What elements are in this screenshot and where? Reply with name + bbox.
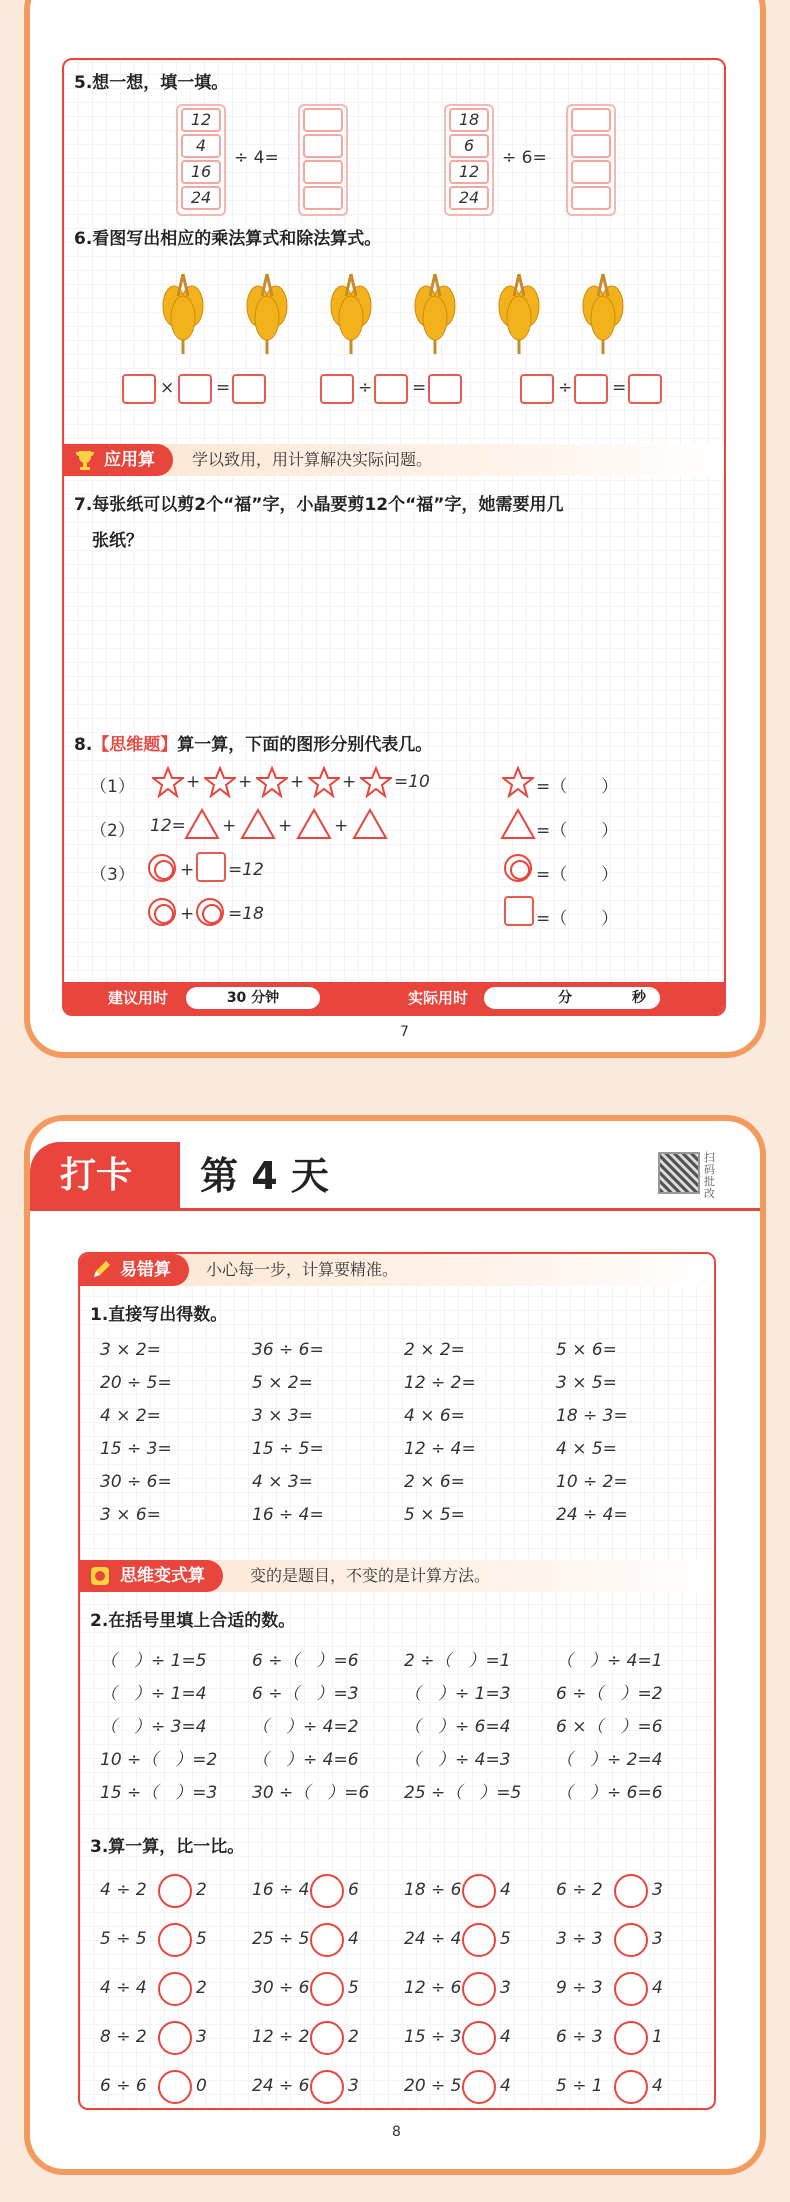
q5-number: 5. <box>74 73 93 93</box>
corn-icon <box>484 266 554 356</box>
q3-right-value: 4 <box>500 2027 511 2047</box>
q2-fill-blank[interactable]: 25 ÷（ ）=5 <box>404 1783 522 1803</box>
q8-triangle-answer[interactable]: =（ ） <box>536 821 619 841</box>
compare-circle-input[interactable] <box>462 2021 496 2055</box>
q3-right-value: 3 <box>652 1880 663 1900</box>
q8-plus: + <box>238 772 253 792</box>
compare-circle-input[interactable] <box>310 2070 344 2104</box>
q3-title <box>90 1832 244 1857</box>
q1-expression[interactable]: 10 ÷ 2= <box>556 1472 628 1492</box>
q2-text: 在括号里填上合适的数。 <box>108 1611 296 1631</box>
compare-circle-input[interactable] <box>614 1923 648 1957</box>
q3-right-value: 2 <box>196 1978 207 1998</box>
q8-text: 算一算，下面的图形分别代表几。 <box>177 735 433 755</box>
time-bar <box>64 982 724 1014</box>
q2-fill-blank[interactable]: （ ）÷ 2=4 <box>556 1750 663 1770</box>
q8-plus: + <box>186 772 201 792</box>
q5-left-answer-box[interactable] <box>303 108 343 132</box>
q2-fill-blank[interactable]: （ ）÷ 6=6 <box>556 1783 663 1803</box>
q3-left-expression: 15 ÷ 3 <box>404 2027 462 2047</box>
q6-mult-box-b[interactable] <box>178 374 212 404</box>
q8-star-answer[interactable]: =（ ） <box>536 777 619 797</box>
q3-right-value: 5 <box>348 1978 359 1998</box>
q1-expression[interactable]: 5 × 6= <box>556 1340 617 1360</box>
qr-code-icon[interactable] <box>658 1152 700 1194</box>
suggest-time-value: 30 分钟 <box>186 987 320 1009</box>
q3-right-value: 4 <box>500 1880 511 1900</box>
q6-divide-sign: ÷ <box>358 378 373 398</box>
q3-right-value: 5 <box>500 1929 511 1949</box>
q3-left-expression: 9 ÷ 3 <box>556 1978 603 1998</box>
q1-expression[interactable]: 15 ÷ 5= <box>252 1439 324 1459</box>
q6-div2-box-b[interactable] <box>574 374 608 404</box>
q2-fill-blank[interactable]: 10 ÷（ ）=2 <box>100 1750 218 1770</box>
q3-right-value: 4 <box>348 1929 359 1949</box>
q8-square-answer[interactable]: =（ ） <box>536 909 619 929</box>
q2-fill-blank[interactable]: （ ）÷ 4=3 <box>404 1750 511 1770</box>
day-header <box>30 1142 760 1210</box>
q2-fill-blank[interactable]: 30 ÷（ ）=6 <box>252 1783 370 1803</box>
compare-circle-input[interactable] <box>614 1972 648 2006</box>
double-circle-icon <box>196 898 224 926</box>
q7-number: 7. <box>74 495 93 515</box>
q2-fill-blank[interactable]: （ ）÷ 1=4 <box>100 1684 207 1704</box>
q2-fill-blank[interactable]: 15 ÷（ ）=3 <box>100 1783 218 1803</box>
q6-div1-result-box[interactable] <box>428 374 462 404</box>
q3-right-value: 3 <box>652 1929 663 1949</box>
star-icon <box>152 766 184 798</box>
q8-title <box>74 730 432 755</box>
q5-left-number: 4 <box>181 134 221 158</box>
q5-right-answer-box[interactable] <box>571 134 611 158</box>
q3-left-expression: 3 ÷ 3 <box>556 1929 603 1949</box>
compare-circle-input[interactable] <box>462 1923 496 1957</box>
q6-div2-box-a[interactable] <box>520 374 554 404</box>
compare-circle-input[interactable] <box>614 1874 648 1908</box>
q2-fill-blank[interactable]: 6 ÷（ ）=2 <box>556 1684 663 1704</box>
q2-fill-blank[interactable]: （ ）÷ 6=4 <box>404 1717 511 1737</box>
q1-expression[interactable]: 2 × 6= <box>404 1472 465 1492</box>
compare-circle-input[interactable] <box>158 1874 192 1908</box>
compare-circle-input[interactable] <box>614 2021 648 2055</box>
q1-expression[interactable]: 12 ÷ 2= <box>404 1373 476 1393</box>
q5-left-operator: ÷ 4= <box>234 148 279 168</box>
compare-circle-input[interactable] <box>310 1874 344 1908</box>
minute-unit: 分 <box>558 990 572 1006</box>
q5-right-answer-box[interactable] <box>571 108 611 132</box>
header-divider <box>30 1208 760 1211</box>
actual-time-input[interactable] <box>484 987 660 1009</box>
compare-circle-input[interactable] <box>158 2070 192 2104</box>
compare-circle-input[interactable] <box>310 1923 344 1957</box>
q3-right-value: 4 <box>652 1978 663 1998</box>
star-icon <box>204 766 236 798</box>
q1-expression[interactable]: 24 ÷ 4= <box>556 1505 628 1525</box>
triangle-icon <box>240 808 276 840</box>
square-icon <box>196 852 226 882</box>
compare-circle-input[interactable] <box>462 1972 496 2006</box>
q6-equals-sign: = <box>612 378 627 398</box>
q1-expression[interactable]: 3 × 5= <box>556 1373 617 1393</box>
q5-left-answer-box[interactable] <box>303 134 343 158</box>
q8-row2-label: （2） <box>90 821 135 841</box>
section-subtitle-error: 小心每一步，计算要精准。 <box>206 1260 399 1279</box>
q5-left-answer-box[interactable] <box>303 160 343 184</box>
q2-fill-blank[interactable]: （ ）÷ 1=3 <box>404 1684 511 1704</box>
q2-fill-blank[interactable]: （ ）÷ 4=2 <box>252 1717 359 1737</box>
q2-fill-blank[interactable]: 6 ÷（ ）=3 <box>252 1684 359 1704</box>
q1-expression[interactable]: 18 ÷ 3= <box>556 1406 628 1426</box>
suggest-time-label: 建议用时 <box>108 989 169 1007</box>
double-circle-icon <box>148 854 176 882</box>
q2-fill-blank[interactable]: （ ）÷ 1=5 <box>100 1651 207 1671</box>
second-unit: 秒 <box>632 990 646 1006</box>
q5-left-number: 12 <box>181 108 221 132</box>
double-circle-icon <box>504 854 532 882</box>
q3-text: 算一算，比一比。 <box>108 1837 245 1857</box>
corn-icon <box>400 266 470 356</box>
q8-plus: + <box>222 816 237 836</box>
q2-fill-blank[interactable]: （ ）÷ 4=6 <box>252 1750 359 1770</box>
q6-number: 6. <box>74 229 93 249</box>
triangle-icon <box>296 808 332 840</box>
q1-expression[interactable]: 5 × 5= <box>404 1505 465 1525</box>
q1-expression[interactable]: 4 × 5= <box>556 1439 617 1459</box>
q1-expression[interactable]: 4 × 3= <box>252 1472 313 1492</box>
q1-number: 1. <box>90 1305 109 1325</box>
q6-equals-sign: = <box>216 378 231 398</box>
q8-circle-answer[interactable]: =（ ） <box>536 865 619 885</box>
corn-icon <box>232 266 302 356</box>
section-tag-apply: 应用算 <box>64 444 173 476</box>
star-icon <box>256 766 288 798</box>
corn-icon <box>568 266 638 356</box>
q8-row3-label: （3） <box>90 865 135 885</box>
q3-left-expression: 4 ÷ 2 <box>100 1880 147 1900</box>
q3-left-expression: 24 ÷ 6 <box>252 2076 310 2096</box>
q8-row1-label: （1） <box>90 777 135 797</box>
q2-fill-blank[interactable]: （ ）÷ 4=1 <box>556 1651 663 1671</box>
day-title: 第 4 天 <box>200 1154 329 1198</box>
page-number: 7 <box>400 1024 409 1040</box>
trophy-icon <box>74 449 96 471</box>
q7-text-line1: 每张纸可以剪2个“福”字，小晶要剪12个“福”字，她需要用几 <box>92 495 564 515</box>
corn-icon <box>316 266 386 356</box>
q3-left-expression: 24 ÷ 4 <box>404 1929 462 1949</box>
q3-left-expression: 4 ÷ 4 <box>100 1978 147 1998</box>
q6-times-sign: × <box>160 378 175 398</box>
q6-equals-sign: = <box>412 378 427 398</box>
q3-right-value: 4 <box>500 2076 511 2096</box>
q3-left-expression: 8 ÷ 2 <box>100 2027 147 2047</box>
qr-caption: 扫码批改 <box>704 1151 715 1200</box>
q3-right-value: 3 <box>348 2076 359 2096</box>
compare-circle-input[interactable] <box>310 1972 344 2006</box>
q1-expression[interactable]: 15 ÷ 3= <box>100 1439 172 1459</box>
q5-right-number: 24 <box>449 186 489 210</box>
q3-left-expression: 16 ÷ 4 <box>252 1880 310 1900</box>
q3-left-expression: 20 ÷ 5 <box>404 2076 462 2096</box>
section-subtitle-think: 变的是题目，不变的是计算方法。 <box>250 1566 491 1585</box>
q3-left-expression: 5 ÷ 5 <box>100 1929 147 1949</box>
square-icon <box>504 896 534 926</box>
q1-expression[interactable]: 2 × 2= <box>404 1340 465 1360</box>
q1-expression[interactable]: 20 ÷ 5= <box>100 1373 172 1393</box>
q3-right-value: 0 <box>196 2076 207 2096</box>
q5-right-answer-box[interactable] <box>571 186 611 210</box>
q5-right-answer-box[interactable] <box>571 160 611 184</box>
q5-left-answer-box[interactable] <box>303 186 343 210</box>
section-banner-error <box>80 1254 714 1286</box>
q6-div1-box-b[interactable] <box>374 374 408 404</box>
q8-plus: + <box>180 860 195 880</box>
q1-expression[interactable]: 3 × 3= <box>252 1406 313 1426</box>
compare-circle-input[interactable] <box>310 2021 344 2055</box>
star-icon <box>308 766 340 798</box>
q8-row2-prefix: 12= <box>150 816 186 836</box>
section-banner-think <box>80 1560 714 1592</box>
q8-plus: + <box>334 816 349 836</box>
q3-left-expression: 12 ÷ 6 <box>404 1978 462 1998</box>
triangle-icon <box>500 808 536 840</box>
brain-icon <box>90 1566 110 1586</box>
q3-right-value: 3 <box>196 2027 207 2047</box>
q8-plus: + <box>342 772 357 792</box>
q8-row1-result: =10 <box>394 772 430 792</box>
q3-number: 3. <box>90 1837 109 1857</box>
q5-right-number: 6 <box>449 134 489 158</box>
q1-expression[interactable]: 5 × 2= <box>252 1373 313 1393</box>
q3-right-value: 2 <box>348 2027 359 2047</box>
q6-text: 看图写出相应的乘法算式和除法算式。 <box>92 229 382 249</box>
section-subtitle-apply: 学以致用，用计算解决实际问题。 <box>192 450 433 469</box>
exercise-panel-page8 <box>78 1252 716 2110</box>
q6-title <box>74 224 381 249</box>
q6-divide-sign: ÷ <box>558 378 573 398</box>
q1-expression[interactable]: 4 × 2= <box>100 1406 161 1426</box>
pencil-icon <box>90 1259 112 1281</box>
compare-circle-input[interactable] <box>158 1972 192 2006</box>
q3-right-value: 1 <box>652 2027 663 2047</box>
q3-right-value: 4 <box>652 2076 663 2096</box>
q1-title <box>90 1300 227 1325</box>
q3-left-expression: 18 ÷ 6 <box>404 1880 462 1900</box>
actual-time-label: 实际用时 <box>408 989 469 1007</box>
q2-fill-blank[interactable]: （ ）÷ 3=4 <box>100 1717 207 1737</box>
q3-left-expression: 6 ÷ 2 <box>556 1880 603 1900</box>
q5-right-number: 12 <box>449 160 489 184</box>
q8-plus: + <box>278 816 293 836</box>
q3-right-value: 6 <box>348 1880 359 1900</box>
q2-number: 2. <box>90 1611 109 1631</box>
section-banner-apply <box>64 444 724 476</box>
q8-row4-result: =18 <box>228 904 264 924</box>
compare-circle-input[interactable] <box>462 1874 496 1908</box>
q7-text-line2: 张纸？ <box>92 531 143 551</box>
q1-expression[interactable]: 16 ÷ 4= <box>252 1505 324 1525</box>
q5-left-number: 24 <box>181 186 221 210</box>
compare-circle-input[interactable] <box>158 1923 192 1957</box>
q3-left-expression: 5 ÷ 1 <box>556 2076 603 2096</box>
q3-left-expression: 25 ÷ 5 <box>252 1929 310 1949</box>
q3-right-value: 3 <box>500 1978 511 1998</box>
q8-plus: + <box>290 772 305 792</box>
q2-fill-blank[interactable]: 6 ×（ ）=6 <box>556 1717 663 1737</box>
q5-title <box>74 68 228 93</box>
q3-left-expression: 6 ÷ 6 <box>100 2076 147 2096</box>
q1-expression[interactable]: 3 × 2= <box>100 1340 161 1360</box>
exercise-panel-page7 <box>62 58 726 1016</box>
q6-div2-result-box[interactable] <box>628 374 662 404</box>
double-circle-icon <box>148 898 176 926</box>
q1-expression[interactable]: 30 ÷ 6= <box>100 1472 172 1492</box>
q2-title <box>90 1606 295 1631</box>
section-tag-error: 易错算 <box>80 1254 189 1286</box>
q8-row3-result: =12 <box>228 860 264 880</box>
q8-tag: 【思维题】 <box>92 735 178 755</box>
compare-circle-input[interactable] <box>614 2070 648 2104</box>
q5-text: 想一想，填一填。 <box>92 73 229 93</box>
daka-label: 打卡 <box>30 1142 180 1210</box>
triangle-icon <box>352 808 388 840</box>
q5-left-number: 16 <box>181 160 221 184</box>
q8-number: 8. <box>74 735 93 755</box>
compare-circle-input[interactable] <box>462 2070 496 2104</box>
section-tag-think: 思维变式算 <box>80 1560 223 1592</box>
q3-right-value: 5 <box>196 1929 207 1949</box>
q3-left-expression: 30 ÷ 6 <box>252 1978 310 1998</box>
q7-title <box>74 490 563 515</box>
q8-plus: + <box>180 904 195 924</box>
q3-left-expression: 6 ÷ 3 <box>556 2027 603 2047</box>
q5-right-number: 18 <box>449 108 489 132</box>
q1-expression[interactable]: 12 ÷ 4= <box>404 1439 476 1459</box>
corn-icon <box>148 266 218 356</box>
star-icon <box>502 766 534 798</box>
q5-right-operator: ÷ 6= <box>502 148 547 168</box>
q6-div1-box-a[interactable] <box>320 374 354 404</box>
q2-fill-blank[interactable]: 2 ÷（ ）=1 <box>404 1651 511 1671</box>
page-number: 8 <box>392 2124 401 2140</box>
q1-expression[interactable]: 36 ÷ 6= <box>252 1340 324 1360</box>
q1-expression[interactable]: 3 × 6= <box>100 1505 161 1525</box>
q3-left-expression: 12 ÷ 2 <box>252 2027 310 2047</box>
compare-circle-input[interactable] <box>158 2021 192 2055</box>
q3-right-value: 2 <box>196 1880 207 1900</box>
q6-mult-box-a[interactable] <box>122 374 156 404</box>
q1-text: 直接写出得数。 <box>108 1305 228 1325</box>
star-icon <box>360 766 392 798</box>
q2-fill-blank[interactable]: 6 ÷（ ）=6 <box>252 1651 359 1671</box>
q6-mult-result-box[interactable] <box>232 374 266 404</box>
q1-expression[interactable]: 4 × 6= <box>404 1406 465 1426</box>
triangle-icon <box>184 808 220 840</box>
